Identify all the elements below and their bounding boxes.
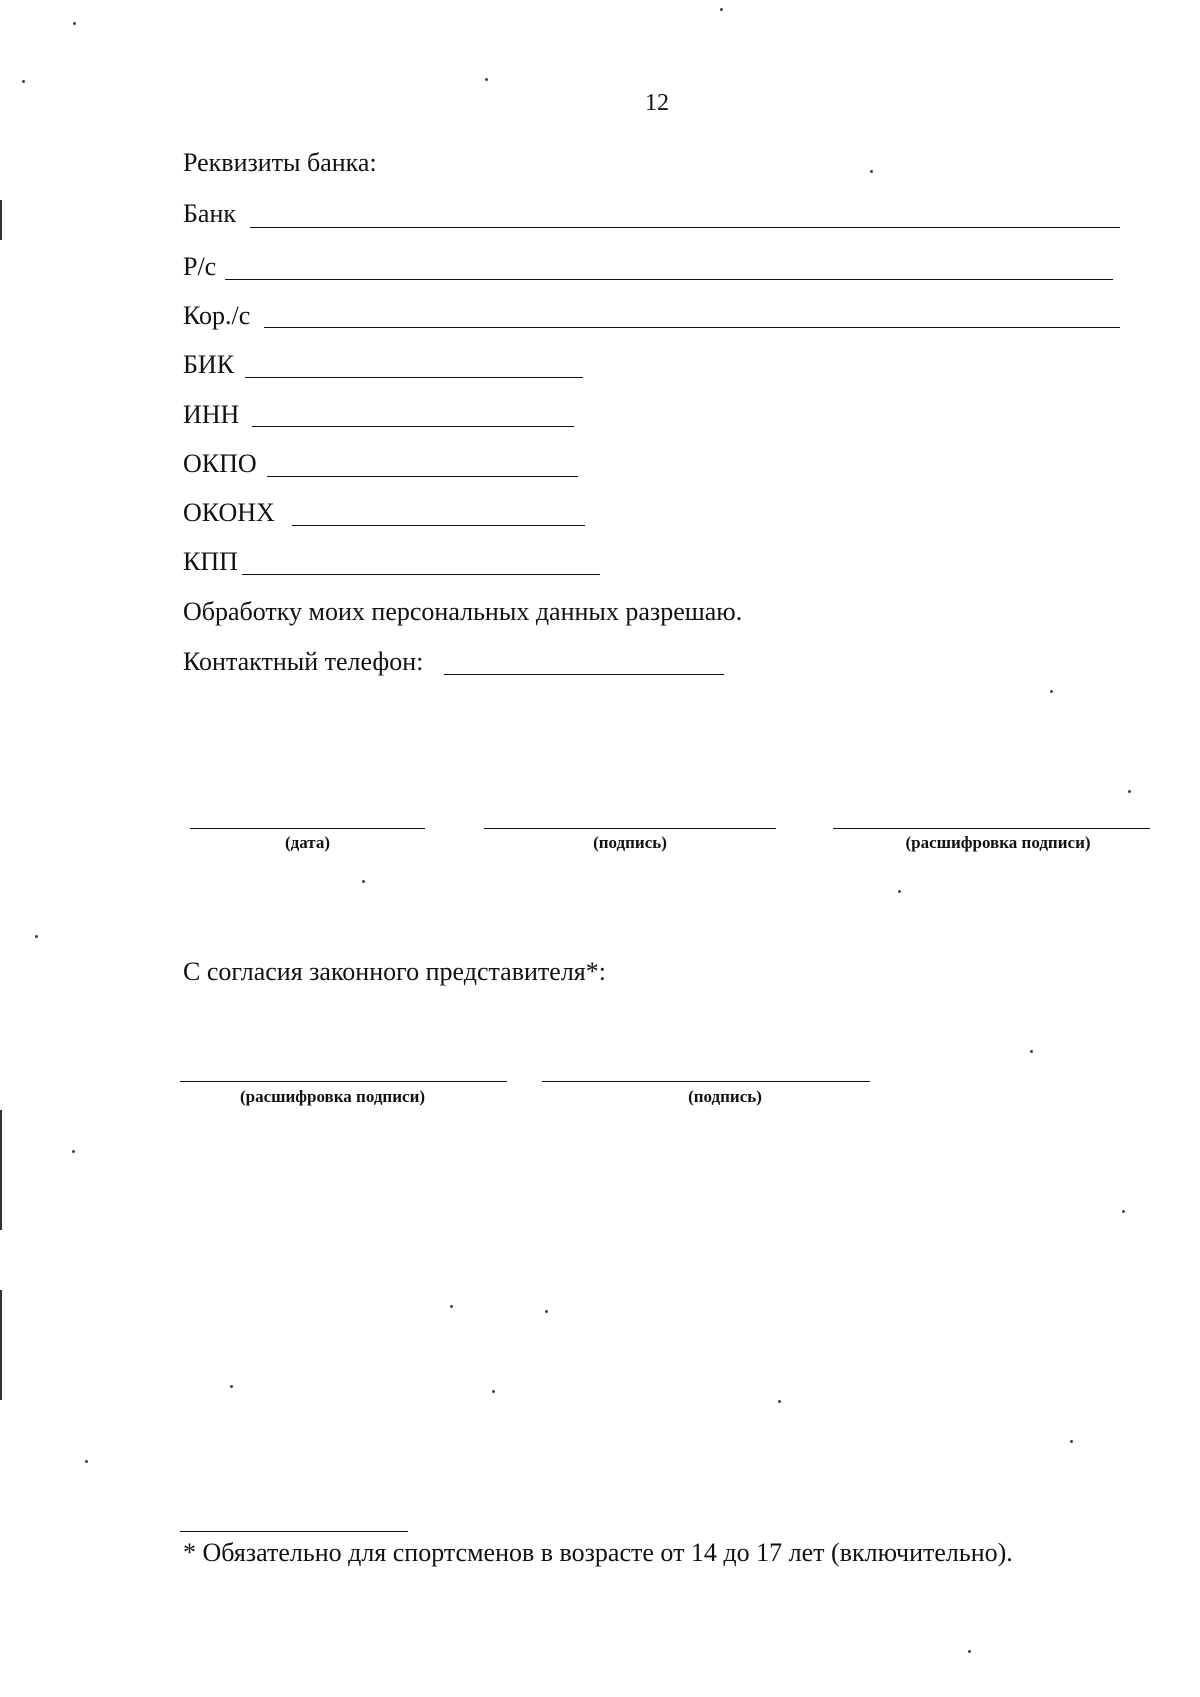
scan-speck xyxy=(720,8,723,11)
scan-speck xyxy=(545,1310,548,1313)
bank-details-heading: Реквизиты банка: xyxy=(183,148,377,177)
kor-field[interactable] xyxy=(264,327,1120,328)
inn-field[interactable] xyxy=(252,426,574,427)
scan-speck xyxy=(35,935,38,938)
scan-speck xyxy=(485,78,488,81)
rs-label: Р/с xyxy=(183,252,217,281)
phone-label: Контактный телефон: xyxy=(183,647,424,676)
scan-speck xyxy=(230,1385,233,1388)
scan-speck xyxy=(778,1400,781,1403)
scan-speck xyxy=(1030,1050,1033,1053)
phone-field[interactable] xyxy=(444,674,724,675)
scan-speck xyxy=(362,880,365,883)
signature-decoding-caption: (расшифровка подписи) xyxy=(905,833,1091,852)
kpp-label: КПП xyxy=(183,547,238,576)
scan-speck xyxy=(968,1650,971,1653)
footnote-separator xyxy=(180,1531,408,1532)
rs-field[interactable] xyxy=(225,279,1113,280)
inn-label: ИНН xyxy=(183,400,240,429)
okpo-field[interactable] xyxy=(267,476,578,477)
kpp-field[interactable] xyxy=(242,574,600,575)
guardian-signature-line[interactable] xyxy=(542,1081,870,1082)
bik-field[interactable] xyxy=(245,377,583,378)
bank-label: Банк xyxy=(183,199,237,228)
kor-label: Кор./с xyxy=(183,301,251,330)
personal-data-consent: Обработку моих персональных данных разрешаю. xyxy=(183,597,743,626)
footnote-text: * Обязательно для спортсменов в возрасте от 14 до 17 лет (включительно). xyxy=(183,1538,1013,1567)
guardian-decoding-caption: (расшифровка подписи) xyxy=(239,1087,426,1106)
scan-speck xyxy=(22,80,25,83)
signature-line[interactable] xyxy=(484,828,776,829)
guardian-consent-heading: С согласия законного представителя*: xyxy=(183,957,606,986)
scan-speck xyxy=(1070,1440,1073,1443)
guardian-signature-caption: (подпись) xyxy=(688,1087,762,1106)
scan-speck xyxy=(85,1460,88,1463)
bank-field[interactable] xyxy=(250,227,1120,228)
scan-speck xyxy=(1050,690,1053,693)
signature-decoding-line[interactable] xyxy=(833,828,1150,829)
scan-speck xyxy=(492,1390,495,1393)
okonh-field[interactable] xyxy=(292,525,585,526)
signature-caption: (подпись) xyxy=(593,833,667,852)
date-caption: (дата) xyxy=(284,833,331,852)
guardian-decoding-line[interactable] xyxy=(180,1081,507,1082)
date-line[interactable] xyxy=(190,828,425,829)
scan-edge-mark xyxy=(0,1110,2,1230)
scan-speck xyxy=(450,1305,453,1308)
page-number: 12 xyxy=(645,90,669,116)
scan-speck xyxy=(1122,1210,1125,1213)
scan-speck xyxy=(870,170,873,173)
scan-edge-mark xyxy=(0,1290,2,1400)
scan-speck xyxy=(73,22,76,25)
okpo-label: ОКПО xyxy=(183,449,257,478)
okonh-label: ОКОНХ xyxy=(183,498,275,527)
scan-speck xyxy=(1128,790,1131,793)
scan-speck xyxy=(72,1150,75,1153)
bik-label: БИК xyxy=(183,350,235,379)
scan-edge-mark xyxy=(0,200,2,240)
scan-speck xyxy=(898,890,901,893)
